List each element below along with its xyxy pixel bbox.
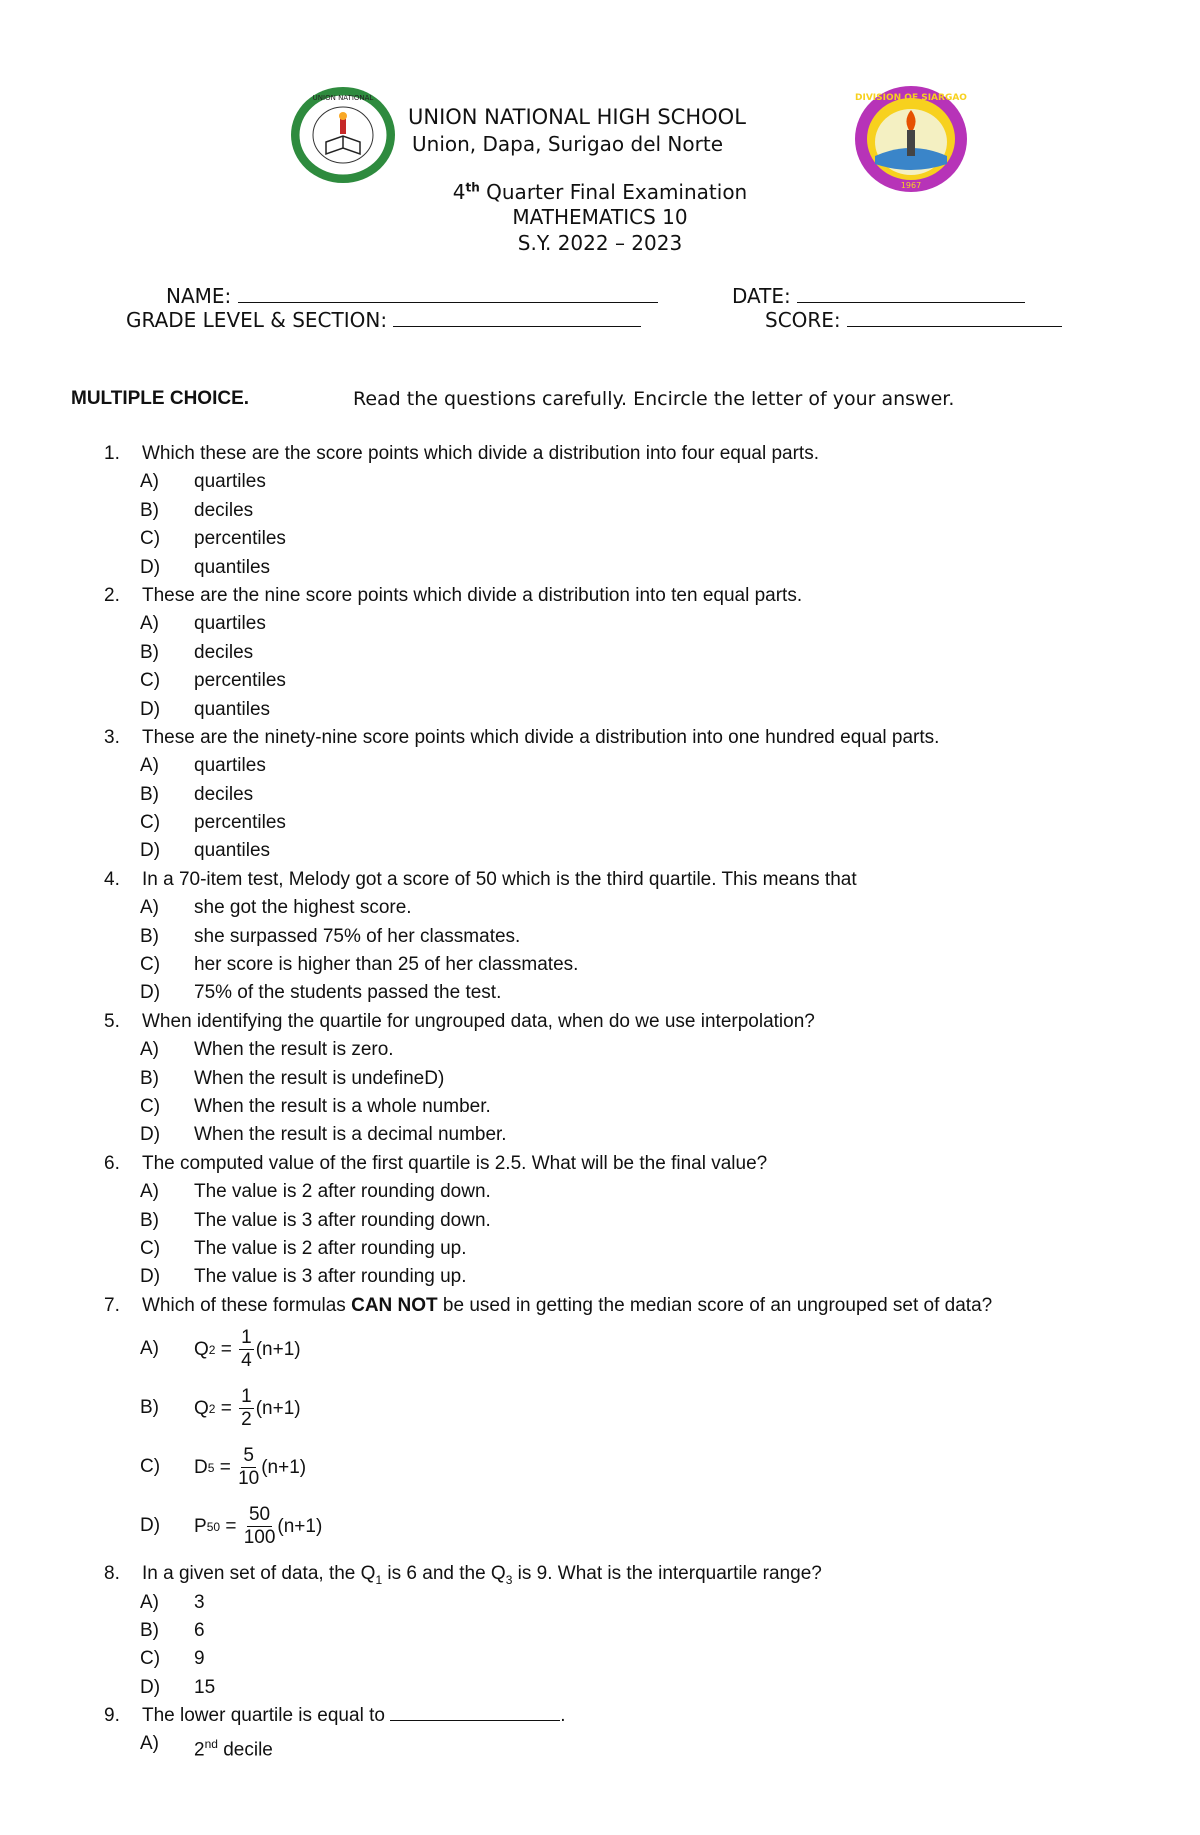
score-field[interactable]: SCORE: (765, 308, 1062, 332)
choice-item[interactable] (0, 1207, 1200, 1235)
question-text: When identifying the quartile for ungrouped data, when do we use interpolation? (142, 1010, 815, 1032)
choice-item[interactable] (0, 1497, 1200, 1556)
question-text: In a given set of data, the $Q_1$ is 6 and the $Q_3$ is 9. What is the interquartile range? (142, 1563, 822, 1587)
question-3 (0, 724, 1200, 752)
choice-text: 75% of the students passed the test. (194, 982, 502, 1004)
name-line[interactable] (238, 284, 658, 303)
question-list (0, 440, 1200, 1759)
choice-item[interactable] (0, 554, 1200, 582)
choice-text: quantiles (194, 840, 271, 862)
choice-text: percentiles (194, 812, 286, 834)
date-line[interactable] (797, 284, 1025, 303)
choice-text: The value is 3 after rounding down. (194, 1209, 491, 1231)
question-number: 3. (104, 726, 120, 748)
fraction-denominator: 100 (243, 1527, 276, 1549)
choice-item[interactable] (0, 1645, 1200, 1673)
question-6 (0, 1150, 1200, 1178)
question-number: 2. (104, 584, 120, 606)
choice-item[interactable] (0, 1589, 1200, 1617)
fraction (238, 1445, 259, 1490)
choice-letter[interactable]: B) (140, 925, 159, 947)
choice-letter[interactable]: C) (140, 954, 161, 976)
school-name: UNION NATIONAL HIGH SCHOOL (408, 105, 746, 129)
choice-letter[interactable]: A) (140, 1733, 159, 1755)
choice-letter[interactable]: D) (140, 840, 161, 862)
fraction-numerator: 50 (248, 1504, 271, 1526)
choice-text: quartiles (194, 755, 266, 777)
choice-text: 9 (194, 1648, 205, 1670)
choice-text: percentiles (194, 670, 286, 692)
choice-item[interactable] (0, 639, 1200, 667)
choice-letter[interactable]: C) (140, 1095, 161, 1117)
choice-item[interactable] (0, 610, 1200, 638)
formula: P 50 = $\frac{50}{100}$ (n+1) (194, 1504, 323, 1549)
question-2 (0, 582, 1200, 610)
choice-letter[interactable]: D) (140, 1515, 161, 1537)
choice-item[interactable] (0, 752, 1200, 780)
choice-text: When the result is a whole number. (194, 1095, 491, 1117)
question-7 (0, 1292, 1200, 1320)
fraction (239, 1386, 254, 1431)
choice-item[interactable] (0, 497, 1200, 525)
question-number: 7. (104, 1294, 120, 1316)
choice-item[interactable] (0, 809, 1200, 837)
fraction-denominator: 4 (241, 1350, 252, 1372)
fraction-numerator: 1 (241, 1386, 252, 1408)
choice-letter[interactable]: D) (140, 698, 161, 720)
choice-item[interactable] (0, 781, 1200, 809)
choice-text: When the result is a decimal number. (194, 1124, 507, 1146)
choice-letter[interactable]: C) (140, 1648, 161, 1670)
choice-letter[interactable]: A) (140, 613, 159, 635)
question-9 (0, 1702, 1200, 1730)
choice-letter[interactable]: C) (140, 1237, 161, 1259)
choice-item[interactable] (0, 923, 1200, 951)
formula: Q 2 = $\frac{1}{4}$ (n+1) (194, 1327, 301, 1372)
score-line[interactable] (847, 308, 1062, 327)
question-number: 1. (104, 443, 120, 464)
choice-text: 2nd decile (194, 1737, 273, 1761)
choice-letter[interactable]: C) (140, 528, 161, 550)
choice-item[interactable] (0, 894, 1200, 922)
choice-letter[interactable]: B) (140, 1397, 159, 1419)
choice-letter[interactable]: D) (140, 556, 161, 578)
choice-text: quantiles (194, 556, 271, 578)
choice-text: deciles (194, 783, 254, 805)
question-text: These are the nine score points which divide a distribution into ten equal parts. (142, 584, 803, 606)
choice-text: she surpassed 75% of her classmates. (194, 925, 521, 947)
question-5 (0, 1008, 1200, 1036)
choice-letter[interactable]: D) (140, 1124, 161, 1146)
choice-item[interactable] (0, 1379, 1200, 1438)
school-year: S.Y. 2022 – 2023 (517, 231, 683, 255)
name-field[interactable]: NAME: (166, 284, 658, 308)
choice-letter[interactable]: C) (140, 812, 161, 834)
choice-item[interactable] (0, 1263, 1200, 1291)
date-field[interactable]: DATE: (732, 284, 1025, 308)
choice-text: quantiles (194, 698, 271, 720)
choice-letter[interactable]: B) (140, 1067, 159, 1089)
choice-letter[interactable]: D) (140, 1266, 161, 1288)
choice-item[interactable] (0, 525, 1200, 553)
choice-letter[interactable]: A) (140, 1181, 159, 1203)
grade-section-field[interactable]: GRADE LEVEL & SECTION: (126, 308, 641, 332)
choice-item[interactable] (0, 667, 1200, 695)
choice-item[interactable] (0, 979, 1200, 1007)
choice-letter[interactable]: B) (140, 499, 159, 521)
fraction-numerator: 5 (243, 1445, 254, 1467)
choice-text: deciles (194, 499, 254, 521)
fraction (244, 1504, 276, 1549)
question-text: These are the ninety-nine score points which divide a distribution into one hundred equal parts. (142, 726, 940, 748)
choice-item[interactable] (0, 468, 1200, 496)
choice-item[interactable] (0, 1065, 1200, 1093)
choice-letter[interactable]: A) (140, 471, 159, 493)
choice-text: The value is 2 after rounding up. (194, 1237, 467, 1259)
question-text: Which of these formulas CAN NOT be used in getting the median score of an ungrouped set of data? (142, 1294, 993, 1316)
choice-letter[interactable]: B) (140, 783, 159, 805)
choice-text: quartiles (194, 613, 266, 635)
choice-text: 15 (194, 1676, 216, 1698)
question-number: 6. (104, 1152, 120, 1174)
fraction-numerator: 1 (241, 1327, 252, 1349)
choice-letter[interactable]: C) (140, 1456, 161, 1478)
choice-item[interactable] (0, 696, 1200, 724)
choice-letter[interactable]: A) (140, 755, 159, 777)
choice-item[interactable] (0, 1121, 1200, 1149)
choice-text: her score is higher than 25 of her classmates. (194, 954, 579, 976)
choice-letter[interactable]: D) (140, 1676, 161, 1698)
choice-letter[interactable]: C) (140, 670, 161, 692)
choice-item[interactable] (0, 1093, 1200, 1121)
question-text: Which these are the score points which divide a distribution into four equal parts. (142, 443, 819, 464)
fraction (239, 1327, 254, 1372)
question-text: The computed value of the first quartile is 2.5. What will be the final value? (142, 1152, 768, 1174)
question-number: 5. (104, 1010, 120, 1032)
choice-letter[interactable]: B) (140, 641, 159, 663)
question-number: 8. (104, 1563, 120, 1585)
choice-item[interactable] (0, 1438, 1200, 1497)
choice-item[interactable] (0, 1730, 1200, 1761)
question-number: 4. (104, 868, 120, 890)
svg-text:DIVISION OF SIARGAO: DIVISION OF SIARGAO (855, 93, 967, 103)
school-address: Union, Dapa, Surigao del Norte (412, 132, 723, 156)
choice-text: When the result is undefineD) (194, 1067, 445, 1089)
question-1 (0, 440, 1200, 468)
choice-text: When the result is zero. (194, 1039, 394, 1061)
choice-letter[interactable]: A) (140, 1039, 159, 1061)
choice-letter[interactable]: B) (140, 1209, 159, 1231)
grade-section-line[interactable] (393, 308, 641, 327)
choice-text: deciles (194, 641, 254, 663)
fraction-denominator: 10 (238, 1468, 260, 1490)
choice-letter[interactable]: B) (140, 1619, 159, 1641)
choice-item[interactable] (0, 837, 1200, 865)
question-number: 9. (104, 1705, 120, 1727)
svg-text:UNION NATIONAL: UNION NATIONAL (312, 94, 374, 102)
choice-text: 3 (194, 1591, 205, 1613)
school-logo (288, 84, 398, 186)
choice-letter[interactable]: A) (140, 1338, 159, 1360)
fraction-denominator: 2 (241, 1409, 252, 1431)
subject-title: MATHEMATICS 10 (512, 205, 688, 229)
choice-text: percentiles (194, 528, 286, 550)
section-instruction: Read the questions carefully. Encircle the letter of your answer. (353, 388, 955, 410)
formula: D 5 = $\frac{5}{10}$ (n+1) (194, 1445, 307, 1490)
choice-text: quartiles (194, 471, 266, 493)
choice-text: The value is 3 after rounding up. (194, 1266, 467, 1288)
formula: Q 2 = $\frac{1}{2}$ (n+1) (194, 1386, 301, 1431)
choice-letter[interactable]: A) (140, 1591, 159, 1613)
choice-item[interactable] (0, 1674, 1200, 1702)
choice-item[interactable] (0, 1036, 1200, 1064)
division-seal (853, 84, 969, 194)
question-text: The lower quartile is equal to . (142, 1705, 566, 1727)
choice-item[interactable] (0, 1235, 1200, 1263)
question-8 (0, 1560, 1200, 1588)
section-title: MULTIPLE CHOICE. (71, 388, 250, 409)
choice-letter[interactable]: D) (140, 982, 161, 1004)
exam-title: 4th Quarter Final Examination (452, 180, 748, 204)
choice-item[interactable] (0, 951, 1200, 979)
choice-item[interactable] (0, 1617, 1200, 1645)
choice-text: she got the highest score. (194, 897, 412, 919)
choice-item[interactable] (0, 1320, 1200, 1379)
answer-blank[interactable] (390, 1704, 560, 1721)
question-text: In a 70-item test, Melody got a score of 50 which is the third quartile. This means that (142, 868, 857, 890)
choice-text: 6 (194, 1619, 205, 1641)
svg-text:1967: 1967 (900, 181, 922, 190)
question-4 (0, 866, 1200, 894)
choice-text: The value is 2 after rounding down. (194, 1181, 491, 1203)
choice-item[interactable] (0, 1178, 1200, 1206)
choice-letter[interactable]: A) (140, 897, 159, 919)
